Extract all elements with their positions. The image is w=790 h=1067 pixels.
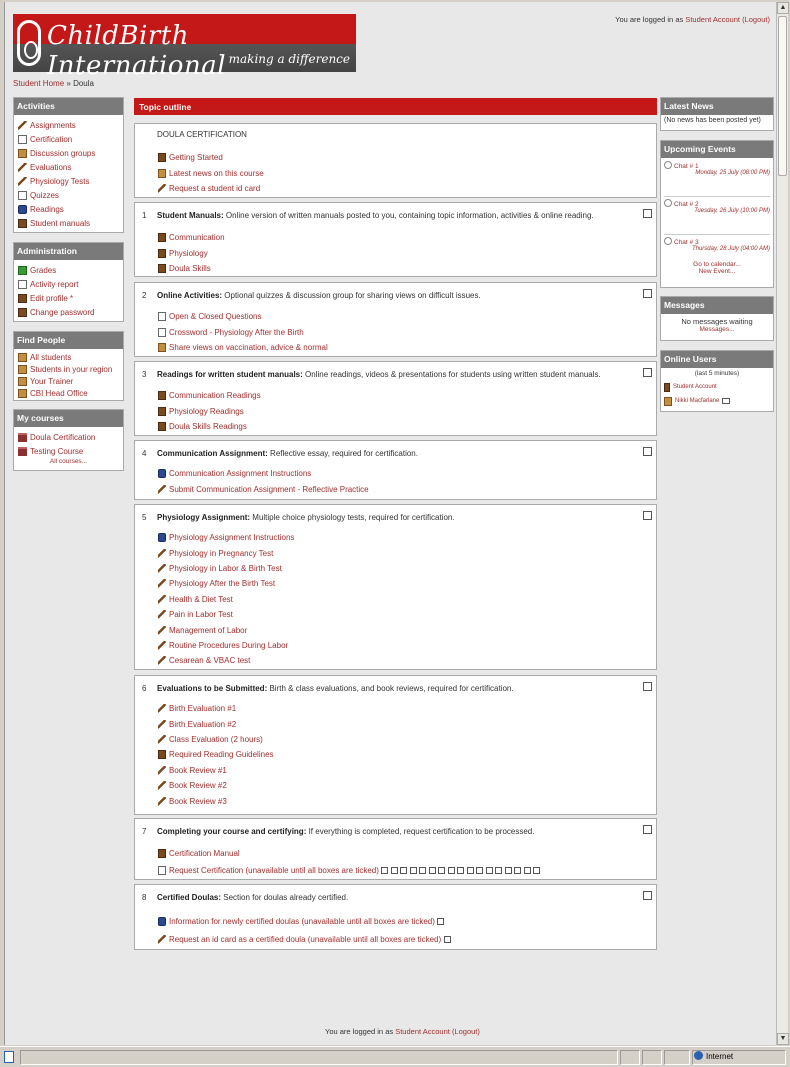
logo-title: ChildBirth International: [47, 21, 227, 81]
people-icon: [18, 365, 27, 374]
event-link[interactable]: Chat # 2: [674, 201, 699, 208]
scroll-thumb[interactable]: [778, 16, 787, 176]
completion-tickbox: [419, 867, 426, 874]
activity-link[interactable]: Communication Assignment Instructions: [169, 469, 312, 479]
activity-item[interactable]: [158, 912, 451, 930]
section-title: Student Manuals: Online version of written manuals posted to you, containing topic information, activities & online reading.: [157, 211, 594, 220]
section-6: [134, 675, 657, 815]
quill-icon: [158, 735, 166, 744]
section-toggle-checkbox[interactable]: [643, 289, 652, 298]
people-icon: [18, 377, 27, 386]
activity-item[interactable]: [158, 150, 264, 165]
online-user-link[interactable]: Nikki Macfarlane: [675, 398, 720, 404]
completion-tickbox: [495, 867, 502, 874]
quill-icon: [158, 595, 166, 604]
activity-link[interactable]: Physiology Assignment Instructions: [169, 533, 295, 543]
quill-icon: [158, 610, 166, 619]
activity-link[interactable]: Doula Skills Readings: [169, 421, 247, 431]
activity-link[interactable]: Communication: [169, 233, 225, 243]
activity-item[interactable]: [158, 561, 294, 576]
activity-link[interactable]: Latest news on this course: [169, 168, 264, 178]
login-prefix: You are logged in as: [325, 1027, 394, 1036]
nav-discussion-groups[interactable]: [18, 146, 119, 160]
nav-activity-report[interactable]: [18, 277, 119, 291]
logout-link[interactable]: (Logout): [742, 15, 770, 24]
activity-link[interactable]: Physiology in Labor & Birth Test: [169, 563, 282, 573]
quill-icon: [18, 177, 27, 186]
activity-item[interactable]: [158, 545, 294, 560]
activity-link[interactable]: Book Review #3: [169, 796, 227, 806]
activity-link[interactable]: Book Review #1: [169, 765, 227, 775]
activity-item[interactable]: [158, 716, 274, 731]
activity-item[interactable]: [158, 576, 294, 591]
section-number: 4: [142, 449, 147, 458]
messages-title: Messages: [661, 297, 773, 314]
nav-course-doula[interactable]: [18, 430, 119, 444]
activity-item[interactable]: [158, 930, 451, 948]
activity-item[interactable]: [158, 862, 540, 879]
zone-label: Internet: [706, 1052, 734, 1061]
key-icon: [18, 308, 27, 317]
activity-item[interactable]: [158, 763, 274, 778]
activity-item[interactable]: [158, 732, 274, 747]
activity-item[interactable]: [158, 230, 225, 245]
activity-item[interactable]: [158, 481, 369, 496]
book-icon: [158, 391, 166, 400]
completion-tickbox: [533, 867, 540, 874]
forum-icon: [158, 343, 166, 352]
nav-label[interactable]: Activity report: [30, 279, 79, 289]
scroll-down-button[interactable]: ▼: [777, 1033, 789, 1045]
activity-item[interactable]: [158, 778, 274, 793]
browser-viewport: [4, 2, 776, 1045]
my-courses-block: [13, 409, 124, 471]
nav-course-testing[interactable]: [18, 444, 119, 458]
quill-icon: [158, 549, 166, 558]
login-prefix: You are logged in as: [615, 15, 684, 24]
activity-link[interactable]: Physiology After the Birth Test: [169, 579, 276, 589]
activity-item[interactable]: [158, 181, 264, 196]
quiz-icon: [158, 312, 166, 321]
activity-link[interactable]: Physiology Readings: [169, 406, 244, 416]
quill-icon: [158, 781, 166, 790]
user-avatar-icon: [664, 383, 670, 392]
activity-item[interactable]: [158, 165, 264, 180]
section-number: 3: [142, 370, 147, 379]
my-courses-title: My courses: [14, 410, 123, 427]
new-event-link[interactable]: New Event...: [698, 268, 736, 275]
resource-icon: [158, 469, 166, 478]
nav-label[interactable]: Quizzes: [30, 190, 59, 200]
activity-item[interactable]: [158, 592, 294, 607]
grades-icon: [18, 266, 27, 275]
quill-icon: [158, 485, 166, 494]
section-number: 7: [142, 827, 147, 836]
status-cell: [20, 1050, 618, 1065]
nav-label[interactable]: Readings: [30, 204, 64, 214]
page-icon: [4, 1051, 14, 1063]
nav-label[interactable]: Students in your region: [30, 364, 113, 374]
section-8: [134, 884, 657, 950]
activity-link[interactable]: Birth Evaluation #2: [169, 719, 237, 729]
activity-link[interactable]: Cesarean & VBAC test: [169, 656, 251, 666]
section-toggle-checkbox[interactable]: [643, 511, 652, 520]
quill-icon: [18, 121, 27, 130]
find-people-block: [13, 331, 124, 401]
quill-icon: [18, 163, 27, 172]
activity-item[interactable]: [158, 530, 294, 545]
online-users-title: Online Users: [661, 351, 773, 368]
quill-icon: [158, 935, 166, 944]
nav-readings[interactable]: [18, 202, 119, 216]
event-date: Tuesday, 26 July (10:00 PM): [694, 208, 770, 214]
nav-label[interactable]: Certification: [30, 134, 73, 144]
nav-label[interactable]: Grades: [30, 265, 57, 275]
activity-link[interactable]: Required Reading Guidelines: [169, 750, 274, 760]
section-title: Readings for written student manuals: Online readings, videos & presentations for students using written student manuals.: [157, 370, 601, 379]
profile-icon: [18, 294, 27, 303]
completion-tickbox: [514, 867, 521, 874]
resource-icon: [18, 205, 27, 214]
scroll-up-button[interactable]: ▲: [777, 2, 789, 14]
activity-item[interactable]: [158, 340, 328, 355]
activity-item[interactable]: [158, 324, 328, 339]
breadcrumb-home[interactable]: Student Home: [13, 79, 65, 88]
completion-tickbox: [505, 867, 512, 874]
nav-label[interactable]: Edit profile *: [30, 293, 74, 303]
book-icon: [158, 249, 166, 258]
site-logo[interactable]: [13, 14, 356, 81]
administration-title: Administration: [14, 243, 123, 260]
completion-tickbox: [486, 867, 493, 874]
user-avatar-icon: [664, 397, 672, 406]
logo-mark-icon: [17, 20, 41, 66]
request-icon: [158, 866, 166, 875]
activity-link[interactable]: Health & Diet Test: [169, 594, 233, 604]
online-users-subtitle: (last 5 minutes): [694, 370, 740, 377]
nav-change-password[interactable]: [18, 305, 119, 319]
nav-assignments[interactable]: [18, 118, 119, 132]
activity-link[interactable]: Information for newly certified doulas (unavailable until all boxes are ticked): [169, 916, 435, 926]
completion-tickbox: [524, 867, 531, 874]
activity-link[interactable]: Certification Manual: [169, 849, 240, 858]
latest-news-title: Latest News: [661, 98, 773, 115]
security-zone: [694, 1051, 733, 1061]
book-icon: [158, 407, 166, 416]
activity-link[interactable]: Request a student id card: [169, 183, 261, 193]
status-cell: [642, 1050, 662, 1065]
section-title: Communication Assignment: Reflective essay, required for certification.: [157, 449, 418, 458]
activity-item[interactable]: [158, 309, 328, 324]
online-users-block: [660, 350, 774, 412]
section-2: [134, 282, 657, 357]
event-link[interactable]: Chat # 1: [674, 163, 699, 170]
section-number: 8: [142, 893, 147, 902]
quill-icon: [158, 704, 166, 713]
section-5: [134, 504, 657, 670]
people-icon: [18, 389, 27, 398]
online-user[interactable]: [664, 380, 770, 394]
administration-block: [13, 242, 124, 322]
nav-grades[interactable]: [18, 263, 119, 277]
nav-certification[interactable]: [18, 132, 119, 146]
section-toggle-checkbox[interactable]: [643, 682, 652, 691]
globe-icon: [694, 1051, 703, 1060]
nav-label[interactable]: CBI Head Office: [30, 388, 88, 398]
activity-link[interactable]: Request Certification (unavailable until all boxes are ticked): [169, 866, 379, 875]
breadcrumb-separator: »: [66, 79, 71, 88]
all-courses-link[interactable]: All courses...: [49, 458, 88, 465]
user-link[interactable]: Student Account: [685, 15, 740, 24]
activity-link[interactable]: Crossword - Physiology After the Birth: [169, 327, 304, 337]
activity-item[interactable]: [158, 466, 369, 481]
book-icon: [18, 219, 27, 228]
latest-news-text: (No news has been posted yet): [664, 117, 761, 124]
status-cell: [620, 1050, 640, 1065]
section-number: 5: [142, 513, 147, 522]
status-cell: [664, 1050, 690, 1065]
completion-tickbox: [438, 867, 445, 874]
nav-head-office[interactable]: [18, 387, 119, 399]
section-3: [134, 361, 657, 436]
activities-title: Activities: [14, 98, 123, 115]
online-user[interactable]: [664, 394, 770, 408]
nav-student-manuals[interactable]: [18, 216, 119, 230]
quill-icon: [158, 797, 166, 806]
completion-tickbox: [381, 867, 388, 874]
logout-link[interactable]: (Logout): [451, 1027, 480, 1036]
nav-label[interactable]: Physiology Tests: [30, 176, 90, 186]
breadcrumb: [13, 79, 94, 88]
go-to-calendar-link[interactable]: Go to calendar...: [693, 261, 741, 268]
completion-tickbox: [476, 867, 483, 874]
activity-link[interactable]: Submit Communication Assignment - Reflective Practice: [169, 484, 369, 494]
section-4: [134, 440, 657, 500]
activity-link[interactable]: Routine Procedures During Labor: [169, 640, 289, 650]
forum-icon: [18, 149, 27, 158]
completion-tickbox: [429, 867, 436, 874]
activity-item[interactable]: [158, 245, 225, 260]
breadcrumb-current: Doula: [73, 79, 94, 88]
activity-link[interactable]: Physiology: [169, 248, 208, 258]
section-toggle-checkbox[interactable]: [643, 447, 652, 456]
quill-icon: [158, 184, 166, 193]
activity-link[interactable]: Pain in Labor Test: [169, 610, 233, 620]
section-toggle-checkbox[interactable]: [643, 825, 652, 834]
quill-icon: [158, 626, 166, 635]
section-number: 1: [142, 211, 147, 220]
nav-physiology-tests[interactable]: [18, 174, 119, 188]
completion-tickbox: [437, 918, 444, 925]
completion-tickbox: [400, 867, 407, 874]
activity-item[interactable]: [158, 845, 540, 862]
quiz-icon: [158, 328, 166, 337]
event-link[interactable]: Chat # 3: [674, 239, 699, 246]
section-toggle-checkbox[interactable]: [643, 368, 652, 377]
section-number: 6: [142, 684, 147, 693]
activities-block: [13, 97, 124, 233]
login-info-top: [615, 15, 770, 24]
quill-icon: [158, 766, 166, 775]
completion-tickbox: [410, 867, 417, 874]
section-title: Online Activities: Optional quizzes & discussion group for sharing views on difficult issues.: [157, 291, 481, 300]
browser-statusbar: [0, 1046, 790, 1067]
activity-link[interactable]: Birth Evaluation #1: [169, 704, 237, 714]
event-date: Thursday, 28 July (04:00 AM): [691, 246, 770, 252]
quill-icon: [158, 656, 166, 665]
people-icon: [18, 353, 27, 362]
event-item[interactable]: [664, 199, 770, 235]
nav-label[interactable]: All students: [30, 352, 72, 362]
chat-icon: [664, 237, 672, 245]
course-icon: [18, 433, 27, 442]
activity-link[interactable]: Book Review #2: [169, 781, 227, 791]
user-link[interactable]: Student Account: [395, 1027, 450, 1036]
activity-item[interactable]: [158, 747, 274, 762]
activity-item[interactable]: [158, 653, 294, 668]
resource-icon: [158, 917, 166, 926]
nav-quizzes[interactable]: [18, 188, 119, 202]
nav-your-trainer[interactable]: [18, 375, 119, 387]
completion-tickbox: [448, 867, 455, 874]
activity-item[interactable]: [158, 403, 261, 418]
upcoming-events-block: [660, 140, 774, 288]
quill-icon: [158, 641, 166, 650]
chat-icon: [664, 199, 672, 207]
resource-icon: [158, 533, 166, 542]
certificate-icon: [18, 135, 27, 144]
event-date: Monday, 25 July (08:00 PM): [695, 170, 770, 176]
activity-item[interactable]: [158, 388, 261, 403]
section-number: 2: [142, 291, 147, 300]
nav-all-students[interactable]: [18, 351, 119, 363]
activity-item[interactable]: [158, 419, 261, 434]
report-icon: [18, 280, 27, 289]
completion-tickbox: [467, 867, 474, 874]
nav-label[interactable]: Testing Course: [30, 446, 84, 456]
completion-tickbox: [457, 867, 464, 874]
section-toggle-checkbox[interactable]: [643, 891, 652, 900]
section-1: [134, 202, 657, 277]
activity-item[interactable]: [158, 701, 274, 716]
book-icon: [158, 153, 166, 162]
intro-title: DOULA CERTIFICATION: [157, 130, 247, 139]
messages-text: No messages waiting: [681, 317, 753, 326]
login-info-bottom: [325, 1027, 480, 1036]
online-user-link[interactable]: Student Account: [673, 384, 717, 390]
nav-label[interactable]: Student manuals: [30, 218, 91, 228]
completion-tickbox: [391, 867, 398, 874]
activity-item[interactable]: [158, 638, 294, 653]
activity-item[interactable]: [158, 793, 274, 808]
nav-label[interactable]: Your Trainer: [30, 376, 74, 386]
activity-item[interactable]: [158, 261, 225, 276]
quill-icon: [158, 720, 166, 729]
chat-icon: [664, 161, 672, 169]
book-icon: [158, 233, 166, 242]
vertical-scrollbar[interactable]: [776, 2, 788, 1045]
envelope-icon[interactable]: [722, 398, 730, 404]
activity-link[interactable]: Getting Started: [169, 153, 223, 163]
activity-item[interactable]: [158, 607, 294, 622]
messages-block: [660, 296, 774, 341]
activity-link[interactable]: Share views on vaccination, advice & normal: [169, 342, 328, 352]
quill-icon: [158, 579, 166, 588]
book-icon: [158, 750, 166, 759]
nav-edit-profile[interactable]: [18, 291, 119, 305]
book-icon: [158, 849, 166, 858]
section-title: Certified Doulas: Section for doulas already certified.: [157, 893, 349, 902]
completion-tickbox: [444, 936, 451, 943]
upcoming-events-title: Upcoming Events: [661, 141, 773, 158]
nav-label[interactable]: Discussion groups: [30, 148, 96, 158]
event-item[interactable]: [664, 237, 770, 261]
section-title: Physiology Assignment: Multiple choice physiology tests, required for certification.: [157, 513, 455, 522]
book-icon: [158, 264, 166, 273]
activity-link[interactable]: Doula Skills: [169, 263, 211, 273]
section-title: Evaluations to be Submitted: Birth & class evaluations, and book reviews, required for certification.: [157, 684, 514, 693]
section-toggle-checkbox[interactable]: [643, 209, 652, 218]
latest-news-block: [660, 97, 774, 131]
nav-label[interactable]: Doula Certification: [30, 432, 96, 442]
section-7: [134, 818, 657, 880]
nav-students-region[interactable]: [18, 363, 119, 375]
activity-link[interactable]: Communication Readings: [169, 391, 261, 401]
activity-link[interactable]: Open & Closed Questions: [169, 312, 262, 322]
section-title: Completing your course and certifying: If everything is completed, request certification to be processed.: [157, 827, 535, 836]
event-item[interactable]: [664, 161, 770, 197]
course-icon: [18, 447, 27, 456]
logo-tagline: making a difference: [228, 52, 350, 66]
nav-label[interactable]: Assignments: [30, 120, 76, 130]
quill-icon: [158, 564, 166, 573]
forum-icon: [158, 169, 166, 178]
nav-evaluations[interactable]: [18, 160, 119, 174]
nav-label[interactable]: Change password: [30, 307, 95, 317]
book-icon: [158, 422, 166, 431]
activity-link[interactable]: Request an id card as a certified doula (unavailable until all boxes are ticked): [169, 934, 442, 944]
nav-label[interactable]: Evaluations: [30, 162, 72, 172]
topic-outline-title: Topic outline: [134, 98, 657, 115]
quiz-icon: [18, 191, 27, 200]
activity-link[interactable]: Physiology in Pregnancy Test: [169, 548, 274, 558]
messages-link[interactable]: Messages...: [699, 326, 735, 333]
section-intro: [134, 123, 657, 198]
activity-item[interactable]: [158, 622, 294, 637]
activity-link[interactable]: Management of Labor: [169, 625, 248, 635]
activity-link[interactable]: Class Evaluation (2 hours): [169, 734, 263, 744]
find-people-title: Find People: [14, 332, 123, 349]
